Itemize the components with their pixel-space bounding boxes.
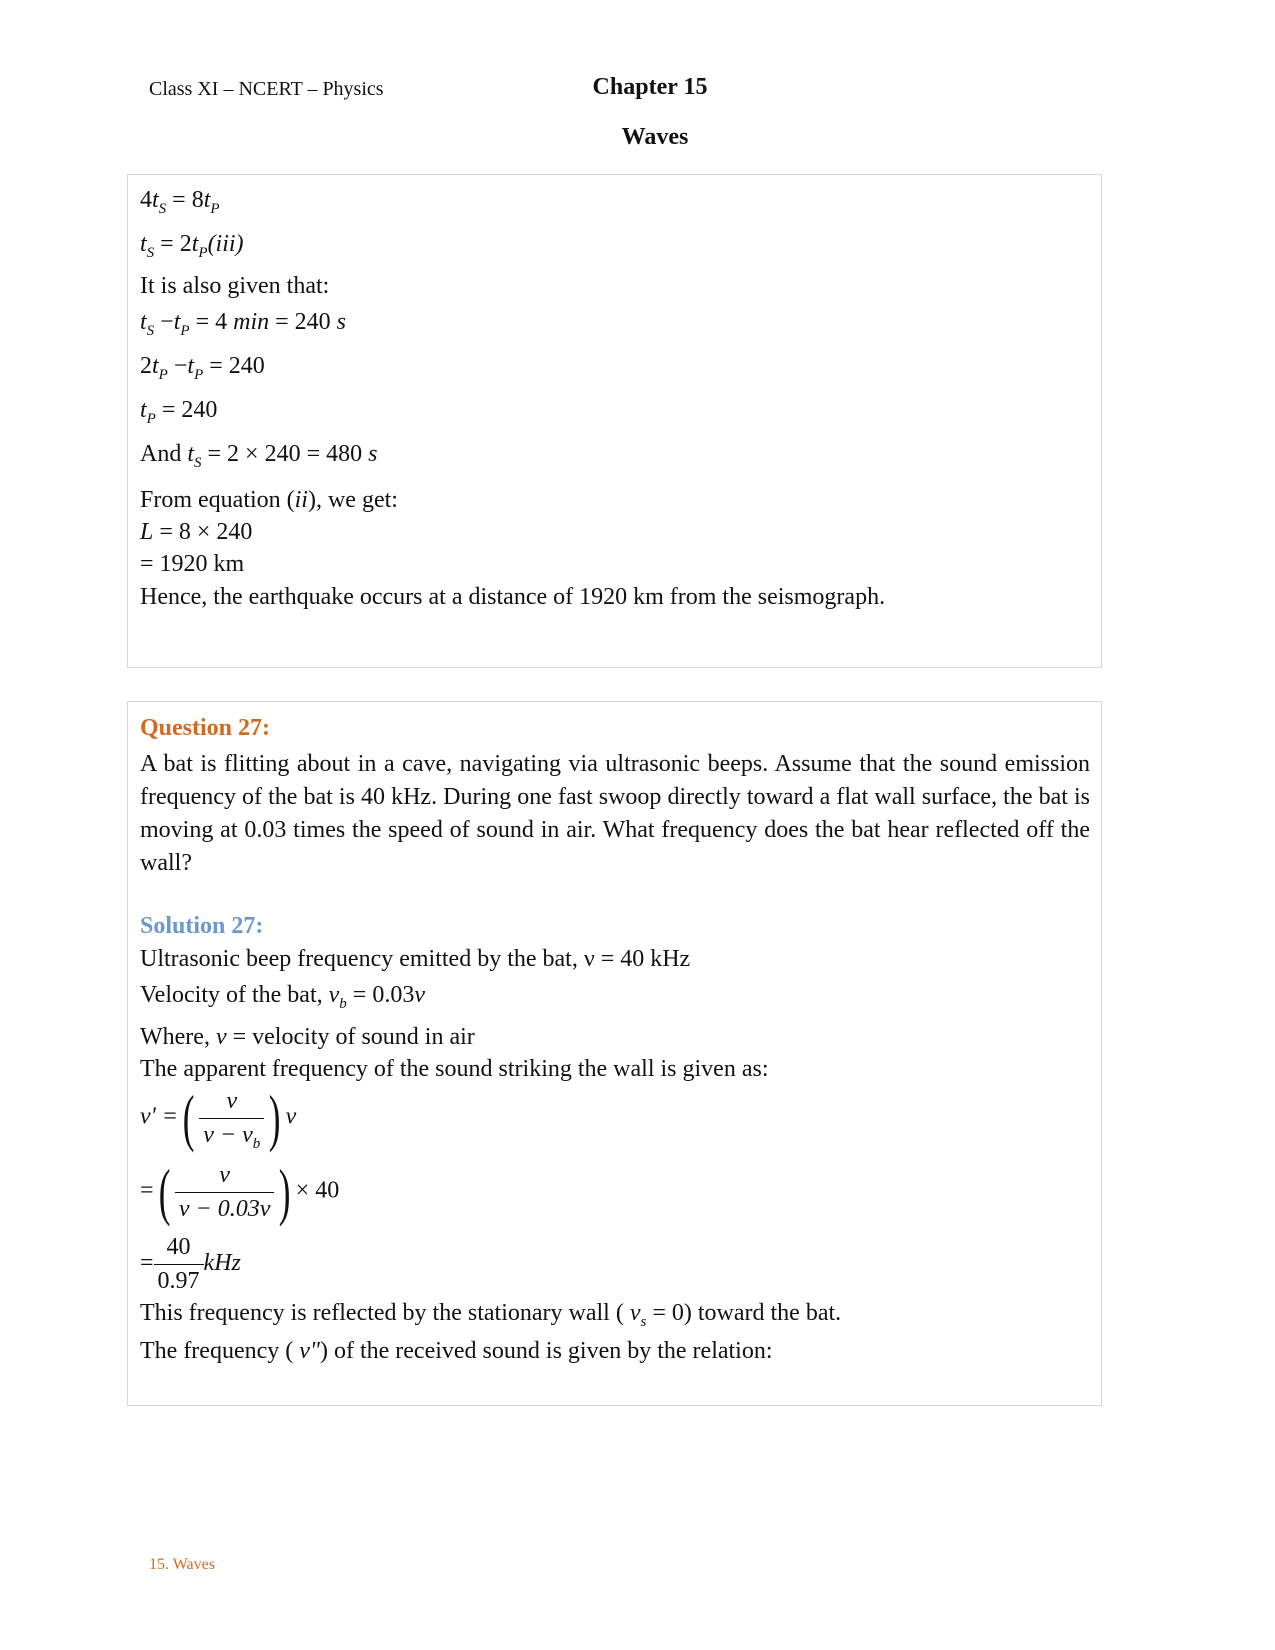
page-footer: 15. Waves [149,1556,215,1573]
question-solution-box [127,701,1102,1406]
equation-line: Velocity of the bat, $v_b = 0.03v$ [140,982,425,1012]
text-line: This frequency is reflected by the stationary wall ( $v_s = 0$) toward the bat. [140,1300,842,1330]
equation-line: $t_P = 240$ [140,397,218,427]
solution-continuation-box [127,174,1102,668]
chapter-title: Waves [621,124,689,150]
conclusion-line: Hence, the earthquake occurs at a distance of 1920 km from the seismograph. [140,584,886,610]
question-label: Question 27: [140,715,271,741]
equation-line: $t_S = 2t_P(iii)$ [140,231,244,261]
formula-apparent-frequency: ν' =( $\frac{v}{v - v_b}$ ) ν [140,1082,297,1153]
equation-line: = 1920 km [140,551,245,577]
equation-line: $t_S -t_P = 4$ min = 240 s [140,309,346,339]
formula-substitution: =( $\frac{v}{v - 0.03v}$ ) × 40 [140,1156,340,1227]
text-line: Ultrasonic beep frequency emitted by the bat, ν = 40 kHz [140,946,691,972]
equation-line: L = 8 × 240 [140,519,253,545]
equation-line: $2t_P -t_P = 240$ [140,353,265,383]
solution-label: Solution 27: [140,913,264,939]
text-line: From equation (ii), we get: [140,487,398,513]
question-text: A bat is flitting about in a cave, navigating via ultrasonic beeps. Assume that the sound emission frequency of the bat is 40 kHz. During one fast swoop directly toward a flat wall surface, the bat is moving at 0.03 times the speed of sound in air. What frequency does the bat hear reflected off the wall? [140,751,1090,876]
equation-line: $4t_S = 8t_P$ [140,187,220,217]
header-left: Class XI – NCERT – Physics [149,78,384,100]
text-line: The frequency ( ν") of the received sound is given by the relation: [140,1338,773,1364]
equation-line: And $t_S = 2 \times 240 = 480$ s [140,441,378,471]
text-line: It is also given that: [140,273,330,299]
chapter-heading: Chapter 15 [592,74,708,100]
formula-result: = $\frac{40}{0.97}$ kHz [140,1234,241,1294]
text-line: Where, v = velocity of sound in air [140,1024,475,1050]
text-line: The apparent frequency of the sound striking the wall is given as: [140,1056,769,1082]
